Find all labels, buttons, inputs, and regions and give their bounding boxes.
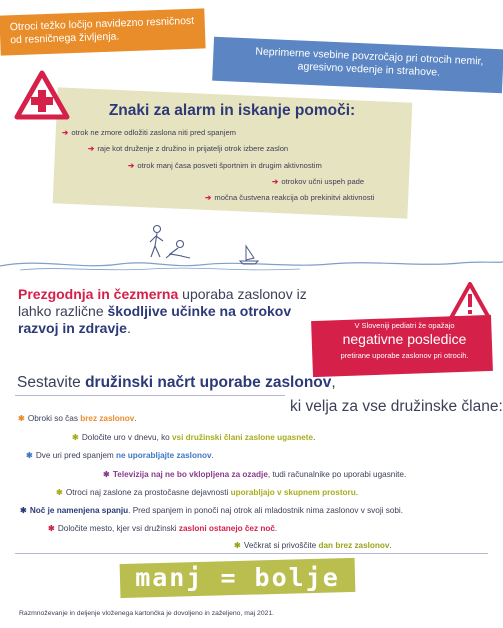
plan-rule bbox=[103, 469, 406, 479]
asterisk-icon: ✱ bbox=[20, 506, 27, 515]
alarm-item-text: otrok ne zmore odložiti zaslona niti pred spanjem bbox=[71, 128, 236, 137]
orange-banner bbox=[0, 8, 206, 55]
sailboat-icon bbox=[240, 246, 258, 264]
divider bbox=[15, 553, 488, 554]
rule-highlight: Noč je namenjena spanju bbox=[29, 506, 129, 515]
blue-banner bbox=[212, 37, 503, 94]
plan-rule bbox=[48, 523, 277, 533]
asterisk-icon: ✱ bbox=[56, 488, 63, 497]
rule-highlight: uporabljajo v skupnem prostoru bbox=[230, 488, 356, 497]
rule-highlight: dan brez zaslonov bbox=[318, 541, 390, 550]
rule-text: Določite uro v dnevu, ko bbox=[81, 433, 172, 442]
statement-highlight: Prezgodnja in čezmerna bbox=[18, 286, 179, 302]
asterisk-icon: ✱ bbox=[48, 524, 55, 533]
alarm-item-text: močna čustvena reakcija ob prekinitvi aktivnosti bbox=[214, 193, 375, 202]
rule-text: Dve uri pred spanjem bbox=[35, 451, 116, 460]
plan-rule bbox=[72, 432, 315, 442]
effects-statement bbox=[18, 286, 318, 337]
alarm-item bbox=[205, 193, 374, 202]
plan-rule bbox=[20, 505, 403, 515]
alarm-item-text: otrok manj časa posveti športnim in drugim aktivnostim bbox=[137, 161, 322, 170]
alarm-item bbox=[62, 128, 236, 137]
arrow-icon: ➔ bbox=[62, 128, 69, 137]
divider bbox=[15, 395, 285, 396]
alarm-item-text: otrokov učni uspeh pade bbox=[281, 177, 365, 186]
warning-line-2: negativne posledice bbox=[342, 331, 467, 347]
rule-highlight: vsi družinski člani zaslone ugasnete bbox=[172, 433, 314, 442]
rule-highlight: zasloni ostanejo čez noč bbox=[178, 524, 275, 533]
arrow-icon: ➔ bbox=[128, 161, 135, 170]
rule-text-end: . bbox=[274, 524, 278, 533]
plan-heading-suffix: , bbox=[331, 374, 336, 391]
rule-text: Določite mesto, kjer vsi družinski bbox=[57, 524, 179, 533]
first-aid-warning-icon bbox=[14, 70, 70, 120]
arrow-icon: ➔ bbox=[205, 193, 212, 202]
arrow-icon: ➔ bbox=[88, 144, 95, 153]
rule-text: Večkrat si privoščite bbox=[243, 541, 319, 550]
alarm-item-text: raje kot druženje z družino in prijatelji otrok izbere zaslon bbox=[97, 144, 289, 153]
plan-rule bbox=[26, 450, 214, 460]
asterisk-icon: ✱ bbox=[103, 470, 110, 479]
rule-highlight: brez zaslonov bbox=[80, 414, 135, 423]
rule-text-end: , tudi računalnike po uporabi ugasnite. bbox=[267, 470, 407, 479]
warning-line-3: pretirane uporabe zaslonov pri otrocih. bbox=[340, 351, 469, 360]
arrow-icon: ➔ bbox=[272, 177, 279, 186]
warning-line-1: V Sloveniji pediatri že opažajo bbox=[354, 321, 455, 330]
rule-text-end: . bbox=[134, 414, 137, 423]
asterisk-icon: ✱ bbox=[234, 541, 241, 550]
statement-effects: škodljive učinke na otrokov razvoj in zdravje bbox=[18, 303, 292, 336]
plan-rule bbox=[56, 487, 358, 497]
rule-text: Obroki so čas bbox=[27, 414, 81, 423]
rule-text-end: . bbox=[355, 488, 359, 497]
rule-text-end: . bbox=[313, 433, 316, 442]
orange-banner-text: Otroci težko ločijo navidezno resničnost od resničnega življenja. bbox=[9, 14, 195, 47]
rule-text-end: . bbox=[389, 541, 392, 550]
asterisk-icon: ✱ bbox=[26, 451, 33, 460]
alarm-item bbox=[272, 177, 364, 186]
asterisk-icon: ✱ bbox=[18, 414, 25, 423]
alarm-title: Znaki za alarm in iskanje pomoči: bbox=[108, 102, 356, 119]
rule-highlight: Televizija naj ne bo vklopljena za ozadje bbox=[112, 470, 268, 479]
footer-note: Razmnoževanje in deljenje vloženega kartončka je dovoljeno in zaželjeno, maj 2021. bbox=[19, 610, 275, 617]
plan-heading bbox=[17, 374, 336, 392]
asterisk-icon: ✱ bbox=[72, 433, 79, 442]
rule-text-end: . Pred spanjem in ponoči naj otrok ali mladostnik nima zaslonov v svoji sobi. bbox=[128, 506, 404, 515]
plan-rule bbox=[18, 413, 137, 423]
rule-text: Otroci naj zaslone za prostočasne dejavnosti bbox=[65, 488, 231, 497]
plan-heading-bold: družinski načrt uporabe zaslonov bbox=[85, 374, 332, 391]
plan-rule bbox=[234, 540, 392, 550]
alarm-item bbox=[128, 161, 322, 170]
alarm-item bbox=[88, 144, 288, 153]
plan-subheading: ki velja za vse družinske člane: bbox=[290, 398, 503, 415]
plan-heading-prefix: Sestavite bbox=[17, 374, 86, 391]
blue-banner-text: Neprimerne vsebine povzročajo pri otrocih nemir, agresivno vedenje in strahove. bbox=[255, 45, 484, 79]
statement-end: . bbox=[126, 320, 131, 336]
slogan-text: manj = bolje bbox=[135, 563, 340, 592]
rule-highlight: ne uporabljajte zaslonov bbox=[115, 451, 212, 460]
beach-illustration bbox=[0, 222, 503, 278]
rule-text-end: . bbox=[211, 451, 214, 460]
statement-text: uporaba zaslonov iz lahko različne bbox=[18, 286, 307, 319]
